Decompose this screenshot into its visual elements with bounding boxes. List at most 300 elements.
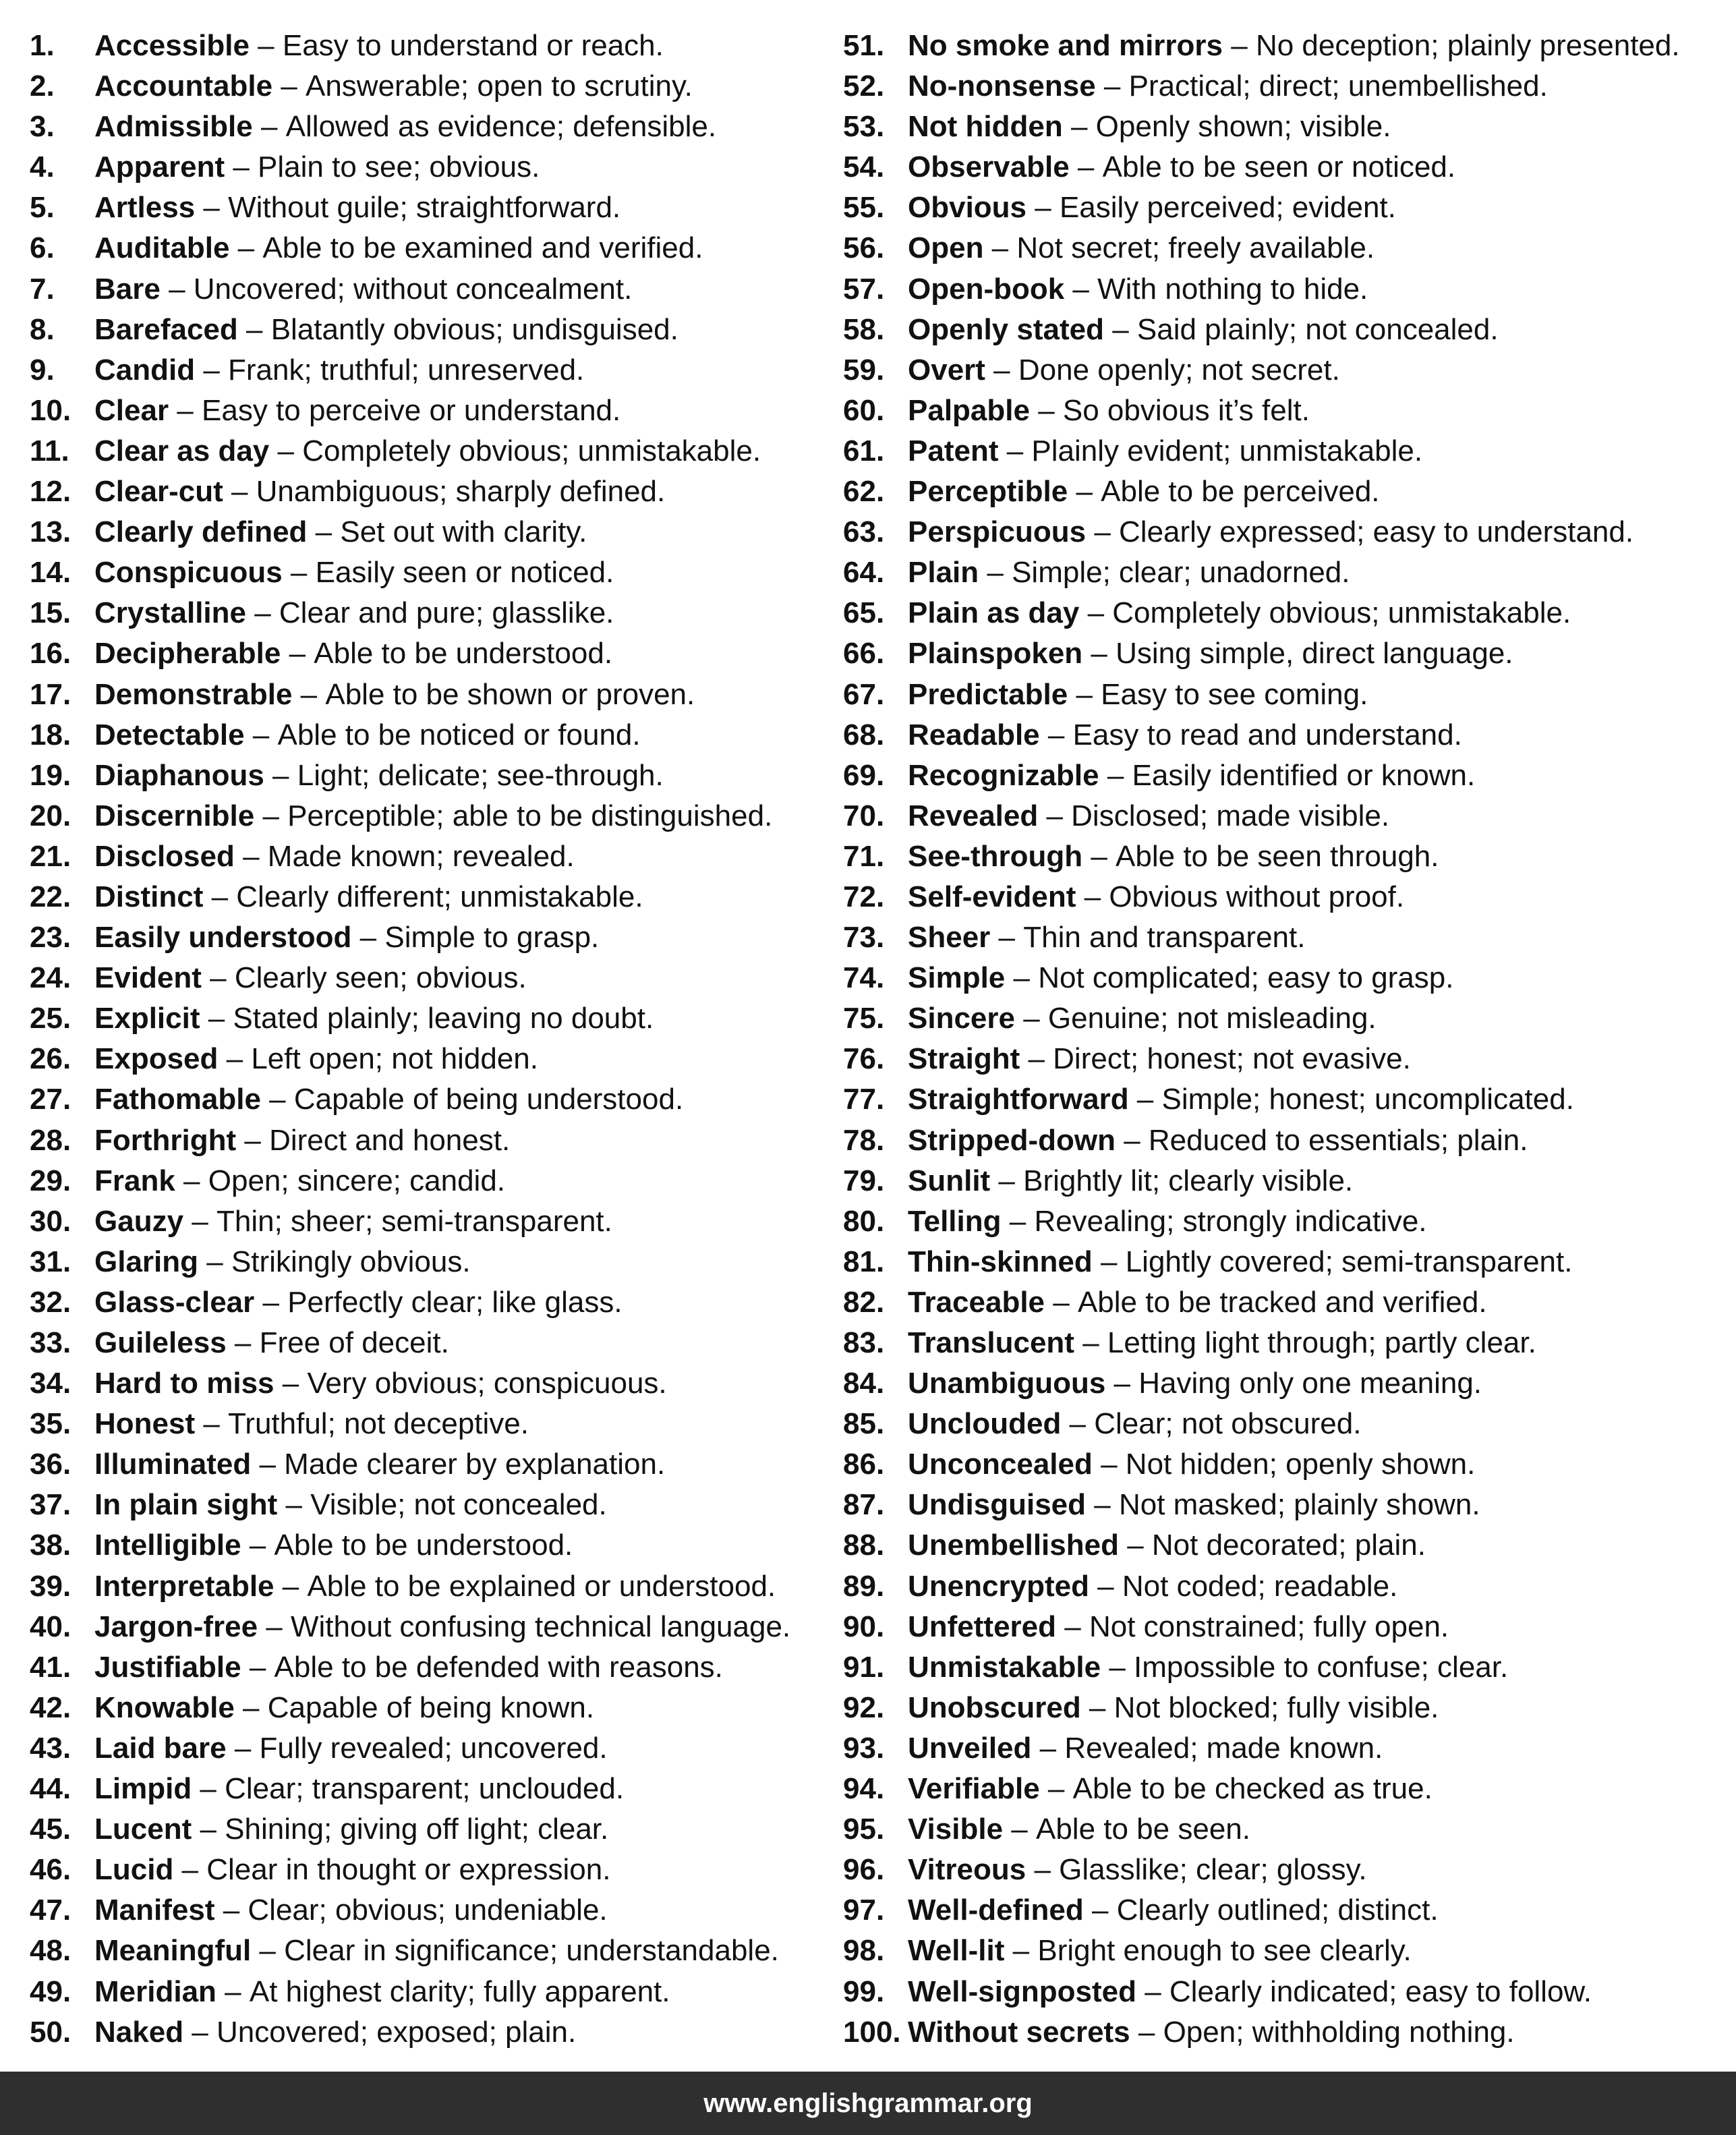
list-item: [843, 1363, 1680, 1404]
item-number: 55.: [843, 191, 885, 225]
item-separator: –: [1086, 1488, 1119, 1522]
item-definition: Plainly evident; unmistakable.: [1031, 434, 1423, 467]
item-definition: Able to be understood.: [274, 1529, 573, 1562]
item-separator: –: [1092, 1448, 1126, 1481]
word-list-right-column: [843, 26, 1680, 2053]
item-number: 65.: [843, 596, 885, 630]
list-item: [30, 836, 790, 877]
list-item: [30, 1120, 790, 1161]
footer-url[interactable]: www.englishgrammar.org: [703, 2088, 1033, 2118]
list-item: [843, 633, 1680, 674]
item-number: 2.: [30, 69, 55, 103]
item-definition: Reduced to essentials; plain.: [1148, 1123, 1528, 1157]
item-definition: Easily perceived; evident.: [1059, 191, 1396, 225]
item-definition: Not blocked; fully visible.: [1113, 1690, 1439, 1724]
item-definition: Perceptible; able to be distinguished.: [287, 799, 773, 832]
item-definition: With nothing to hide.: [1097, 272, 1368, 306]
item-definition: At highest clarity; fully apparent.: [249, 1974, 670, 2008]
item-term: Plain as day: [908, 596, 1080, 630]
item-separator: –: [1068, 677, 1101, 711]
item-definition: Easy to understand or reach.: [282, 29, 664, 62]
item-definition: Able to be seen or noticed.: [1102, 150, 1456, 184]
list-item: [30, 756, 790, 796]
item-number: 36.: [30, 1448, 71, 1481]
item-definition: Visible; not concealed.: [310, 1488, 607, 1522]
list-item: [30, 1972, 790, 2012]
item-term: In plain sight: [94, 1488, 278, 1522]
item-separator: –: [198, 1245, 231, 1278]
item-number: 90.: [843, 1610, 885, 1643]
item-definition: Stated plainly; leaving no doubt.: [233, 1002, 654, 1035]
item-number: 22.: [30, 880, 71, 913]
item-definition: Not masked; plainly shown.: [1118, 1488, 1480, 1522]
list-item: [843, 796, 1680, 836]
item-number: 88.: [843, 1529, 885, 1562]
list-item: [843, 26, 1680, 66]
item-definition: Truthful; not deceptive.: [228, 1407, 529, 1441]
item-separator: –: [1031, 1731, 1065, 1765]
item-term: Apparent: [94, 150, 225, 184]
list-item: [843, 1485, 1680, 1525]
item-definition: Able to be checked as true.: [1072, 1772, 1433, 1806]
item-term: Verifiable: [908, 1772, 1040, 1806]
item-term: Demonstrable: [94, 677, 293, 711]
item-number: 42.: [30, 1690, 71, 1724]
item-term: Open-book: [908, 272, 1065, 306]
list-item: [30, 1607, 790, 1647]
item-definition: Using simple, direct language.: [1116, 637, 1513, 671]
list-item: [843, 269, 1680, 310]
item-number: 63.: [843, 515, 885, 549]
item-term: Crystalline: [94, 596, 246, 630]
list-item: [30, 958, 790, 998]
item-term: Sincere: [908, 1002, 1015, 1035]
item-number: 9.: [30, 353, 55, 387]
item-separator: –: [245, 596, 279, 630]
item-number: 33.: [30, 1326, 71, 1359]
list-item: [30, 228, 790, 268]
word-list-left-column: [30, 26, 790, 2053]
item-number: 45.: [30, 1813, 71, 1846]
item-number: 48.: [30, 1934, 71, 1968]
item-number: 16.: [30, 637, 71, 671]
item-term: Translucent: [908, 1326, 1074, 1359]
item-definition: Not complicated; easy to grasp.: [1038, 961, 1454, 995]
list-item: [30, 715, 790, 756]
item-separator: –: [249, 29, 283, 62]
item-term: Unconcealed: [908, 1448, 1093, 1481]
item-separator: –: [175, 1164, 208, 1197]
item-separator: –: [195, 1407, 229, 1441]
item-definition: Able to be tracked and verified.: [1077, 1285, 1487, 1319]
list-item: [843, 917, 1680, 958]
item-term: Undisguised: [908, 1488, 1087, 1522]
item-term: Candid: [94, 353, 196, 387]
item-number: 37.: [30, 1488, 71, 1522]
item-separator: –: [183, 1204, 216, 1238]
list-item: [843, 1607, 1680, 1647]
item-definition: Easy to perceive or understand.: [202, 393, 621, 427]
list-item: [30, 512, 790, 552]
list-item: [843, 147, 1680, 188]
item-number: 35.: [30, 1407, 71, 1441]
list-item: [30, 2012, 790, 2053]
list-item: [843, 593, 1680, 633]
item-definition: Unambiguous; sharply defined.: [256, 475, 666, 509]
item-separator: –: [1095, 69, 1129, 103]
item-term: Bare: [94, 272, 161, 306]
item-separator: –: [241, 1529, 274, 1562]
item-term: Clearly defined: [94, 515, 308, 549]
item-definition: Letting light through; partly clear.: [1107, 1326, 1536, 1359]
item-definition: Very obvious; conspicuous.: [307, 1367, 667, 1400]
list-item: [30, 1566, 790, 1607]
item-definition: Able to be noticed or found.: [277, 718, 641, 751]
item-separator: –: [1082, 839, 1116, 873]
item-separator: –: [1020, 1042, 1053, 1076]
item-term: Unencrypted: [908, 1569, 1089, 1603]
item-number: 21.: [30, 839, 71, 873]
item-term: Sheer: [908, 921, 991, 955]
item-definition: Able to be shown or proven.: [325, 677, 695, 711]
list-item: [843, 1079, 1680, 1120]
item-number: 78.: [843, 1123, 885, 1157]
list-item: [30, 1647, 790, 1688]
item-term: Explicit: [94, 1002, 200, 1035]
list-item: [30, 1525, 790, 1566]
item-definition: Clear in significance; understandable.: [284, 1934, 779, 1968]
item-separator: –: [192, 1813, 225, 1846]
item-separator: –: [203, 880, 237, 913]
item-number: 24.: [30, 961, 71, 995]
item-separator: –: [281, 637, 314, 671]
item-separator: –: [1082, 637, 1116, 671]
item-number: 11.: [30, 434, 69, 467]
item-term: Meridian: [94, 1974, 216, 2008]
item-number: 18.: [30, 718, 71, 751]
item-term: Unembellished: [908, 1529, 1119, 1562]
list-item: [30, 998, 790, 1039]
item-definition: Able to be perceived.: [1101, 475, 1380, 509]
list-item: [30, 1323, 790, 1363]
list-item: [843, 877, 1680, 917]
item-number: 44.: [30, 1772, 71, 1806]
item-number: 97.: [843, 1894, 885, 1927]
item-term: Not hidden: [908, 110, 1063, 144]
list-item: [843, 1323, 1680, 1363]
item-term: Readable: [908, 718, 1040, 751]
item-separator: –: [1005, 961, 1039, 995]
item-definition: Simple; clear; unadorned.: [1012, 556, 1350, 590]
item-separator: –: [1103, 312, 1137, 346]
item-number: 93.: [843, 1731, 885, 1765]
list-item: [843, 1161, 1680, 1201]
list-item: [843, 2012, 1680, 2053]
item-term: Accessible: [94, 29, 250, 62]
item-separator: –: [1101, 1650, 1134, 1684]
item-definition: Not decorated; plain.: [1151, 1529, 1426, 1562]
item-separator: –: [254, 799, 288, 832]
item-definition: Able to be explained or understood.: [307, 1569, 776, 1603]
item-term: Openly stated: [908, 312, 1104, 346]
item-separator: –: [1115, 1123, 1149, 1157]
item-term: Unfettered: [908, 1610, 1057, 1643]
item-definition: Answerable; open to scrutiny.: [305, 69, 693, 103]
item-term: Visible: [908, 1813, 1004, 1846]
item-term: Lucid: [94, 1853, 174, 1887]
item-term: Jargon-free: [94, 1610, 258, 1643]
item-term: Hard to miss: [94, 1367, 274, 1400]
item-number: 98.: [843, 1934, 885, 1968]
item-definition: Clearly indicated; easy to follow.: [1169, 1974, 1592, 2008]
item-number: 95.: [843, 1813, 885, 1846]
item-term: Evident: [94, 961, 202, 995]
item-number: 85.: [843, 1407, 885, 1441]
item-term: Clear: [94, 393, 169, 427]
item-term: Disclosed: [94, 839, 235, 873]
item-term: Naked: [94, 2015, 184, 2049]
item-separator: –: [272, 69, 306, 103]
item-number: 84.: [843, 1367, 885, 1400]
list-item: [30, 472, 790, 512]
item-number: 53.: [843, 110, 885, 144]
item-number: 69.: [843, 758, 885, 792]
list-item: [30, 1931, 790, 1971]
item-term: Telling: [908, 1204, 1002, 1238]
list-item: [30, 107, 790, 147]
list-item: [843, 1404, 1680, 1444]
item-term: Easily understood: [94, 921, 352, 955]
item-definition: Glasslike; clear; glossy.: [1059, 1853, 1367, 1887]
item-definition: Frank; truthful; unreserved.: [228, 353, 585, 387]
list-item: [30, 593, 790, 633]
item-number: 75.: [843, 1002, 885, 1035]
item-term: Overt: [908, 353, 985, 387]
item-number: 1.: [30, 29, 55, 62]
item-term: Diaphanous: [94, 758, 264, 792]
item-separator: –: [1061, 1407, 1095, 1441]
list-item: [843, 1242, 1680, 1282]
list-item: [30, 552, 790, 593]
item-separator: –: [990, 1164, 1024, 1197]
item-number: 80.: [843, 1204, 885, 1238]
item-number: 57.: [843, 272, 885, 306]
item-separator: –: [985, 353, 1018, 387]
item-definition: Openly shown; visible.: [1095, 110, 1391, 144]
item-term: Exposed: [94, 1042, 219, 1076]
item-definition: Lightly covered; semi-transparent.: [1125, 1245, 1573, 1278]
item-term: Intelligible: [94, 1529, 241, 1562]
item-separator: –: [225, 150, 258, 184]
list-item: [30, 350, 790, 391]
item-definition: Practical; direct; unembellished.: [1128, 69, 1548, 103]
item-separator: –: [260, 1083, 294, 1116]
list-item: [30, 877, 790, 917]
list-item: [843, 1769, 1680, 1809]
item-number: 30.: [30, 1204, 71, 1238]
item-number: 89.: [843, 1569, 885, 1603]
item-separator: –: [226, 1326, 260, 1359]
list-item: [30, 675, 790, 715]
item-separator: –: [1074, 1326, 1107, 1359]
item-separator: –: [269, 434, 303, 467]
item-separator: –: [277, 1488, 311, 1522]
item-definition: Completely obvious; unmistakable.: [302, 434, 761, 467]
item-separator: –: [1128, 1083, 1162, 1116]
item-separator: –: [237, 312, 271, 346]
item-separator: –: [1038, 799, 1072, 832]
list-item: [843, 472, 1680, 512]
item-number: 87.: [843, 1488, 885, 1522]
item-number: 61.: [843, 434, 885, 467]
item-definition: Simple to grasp.: [384, 921, 600, 955]
item-separator: –: [983, 231, 1017, 265]
item-definition: Clear in thought or expression.: [206, 1853, 611, 1887]
item-separator: –: [1039, 1772, 1073, 1806]
item-definition: Clearly outlined; distinct.: [1116, 1894, 1439, 1927]
item-number: 71.: [843, 839, 885, 873]
item-definition: Simple; honest; uncomplicated.: [1161, 1083, 1574, 1116]
item-term: Traceable: [908, 1285, 1045, 1319]
item-number: 94.: [843, 1772, 885, 1806]
item-term: Well-lit: [908, 1934, 1005, 1968]
item-separator: –: [1064, 272, 1098, 306]
list-item: [30, 391, 790, 431]
item-definition: Plain to see; obvious.: [258, 150, 540, 184]
item-separator: –: [274, 1569, 308, 1603]
item-definition: Revealing; strongly indicative.: [1034, 1204, 1427, 1238]
item-separator: –: [1056, 1610, 1089, 1643]
item-term: Admissible: [94, 110, 253, 144]
item-definition: Having only one meaning.: [1138, 1367, 1482, 1400]
item-number: 72.: [843, 880, 885, 913]
item-definition: Strikingly obvious.: [231, 1245, 471, 1278]
item-definition: Revealed; made known.: [1064, 1731, 1383, 1765]
item-term: Unobscured: [908, 1690, 1081, 1724]
item-number: 10.: [30, 393, 71, 427]
item-number: 43.: [30, 1731, 71, 1765]
item-separator: –: [351, 921, 385, 955]
item-number: 7.: [30, 272, 55, 306]
item-term: Perspicuous: [908, 515, 1087, 549]
item-separator: –: [251, 1448, 285, 1481]
list-item: [843, 1566, 1680, 1607]
item-separator: –: [218, 1042, 252, 1076]
item-number: 31.: [30, 1245, 71, 1278]
item-number: 70.: [843, 799, 885, 832]
list-item: [30, 1282, 790, 1323]
list-item: [30, 269, 790, 310]
item-number: 13.: [30, 515, 71, 549]
item-number: 14.: [30, 556, 71, 590]
list-item: [843, 715, 1680, 756]
item-separator: –: [1069, 150, 1103, 184]
item-separator: –: [173, 1853, 207, 1887]
list-item: [843, 107, 1680, 147]
list-item: [843, 228, 1680, 268]
list-item: [843, 1728, 1680, 1769]
list-item: [30, 1769, 790, 1809]
item-number: 66.: [843, 637, 885, 671]
item-definition: So obvious it’s felt.: [1062, 393, 1310, 427]
item-term: Clear as day: [94, 434, 270, 467]
item-term: Plainspoken: [908, 637, 1083, 671]
item-number: 79.: [843, 1164, 885, 1197]
item-number: 62.: [843, 475, 885, 509]
item-term: Auditable: [94, 231, 230, 265]
item-definition: Open; sincere; candid.: [208, 1164, 506, 1197]
list-item: [30, 1161, 790, 1201]
list-item: [30, 1688, 790, 1728]
list-item: [30, 1363, 790, 1404]
item-definition: Easy to see coming.: [1101, 677, 1368, 711]
item-term: Unmistakable: [908, 1650, 1101, 1684]
item-number: 38.: [30, 1529, 71, 1562]
item-separator: –: [1130, 2015, 1163, 2049]
item-number: 40.: [30, 1610, 71, 1643]
item-term: Open: [908, 231, 984, 265]
item-separator: –: [1086, 515, 1120, 549]
list-item: [30, 310, 790, 350]
item-definition: Without guile; straightforward.: [228, 191, 621, 225]
item-number: 67.: [843, 677, 885, 711]
item-term: Fathomable: [94, 1083, 261, 1116]
item-separator: –: [264, 758, 297, 792]
item-number: 91.: [843, 1650, 885, 1684]
item-separator: –: [1004, 1934, 1038, 1968]
list-item: [30, 1404, 790, 1444]
item-separator: –: [251, 1934, 285, 1968]
item-separator: –: [1001, 1204, 1035, 1238]
list-item: [843, 1972, 1680, 2012]
item-separator: –: [234, 1690, 268, 1724]
item-number: 51.: [843, 29, 885, 62]
item-separator: –: [241, 1650, 274, 1684]
item-term: Without secrets: [908, 2015, 1130, 2049]
item-definition: Clear; transparent; unclouded.: [225, 1772, 625, 1806]
item-separator: –: [1083, 1894, 1117, 1927]
item-separator: –: [236, 1123, 270, 1157]
item-definition: Said plainly; not concealed.: [1136, 312, 1499, 346]
item-definition: Clear; obvious; undeniable.: [248, 1894, 608, 1927]
list-item: [30, 1201, 790, 1242]
item-separator: –: [979, 556, 1012, 590]
item-definition: No deception; plainly presented.: [1255, 29, 1680, 62]
item-separator: –: [1079, 596, 1113, 630]
item-number: 73.: [843, 921, 885, 955]
list-item: [30, 1242, 790, 1282]
item-term: Observable: [908, 150, 1070, 184]
list-item: [843, 350, 1680, 391]
item-term: No smoke and mirrors: [908, 29, 1223, 62]
list-item: [843, 756, 1680, 796]
list-item: [30, 1444, 790, 1485]
item-definition: Capable of being known.: [267, 1690, 595, 1724]
item-definition: Shining; giving off light; clear.: [225, 1813, 609, 1846]
list-item: [843, 1809, 1680, 1850]
list-item: [843, 1890, 1680, 1931]
item-separator: –: [244, 718, 278, 751]
item-number: 56.: [843, 231, 885, 265]
item-term: Straightforward: [908, 1083, 1129, 1116]
item-separator: –: [274, 1367, 308, 1400]
item-term: Artless: [94, 191, 196, 225]
item-separator: –: [200, 1002, 233, 1035]
item-separator: –: [254, 1285, 288, 1319]
list-item: [30, 188, 790, 228]
item-term: Limpid: [94, 1772, 192, 1806]
item-definition: Not coded; readable.: [1122, 1569, 1398, 1603]
